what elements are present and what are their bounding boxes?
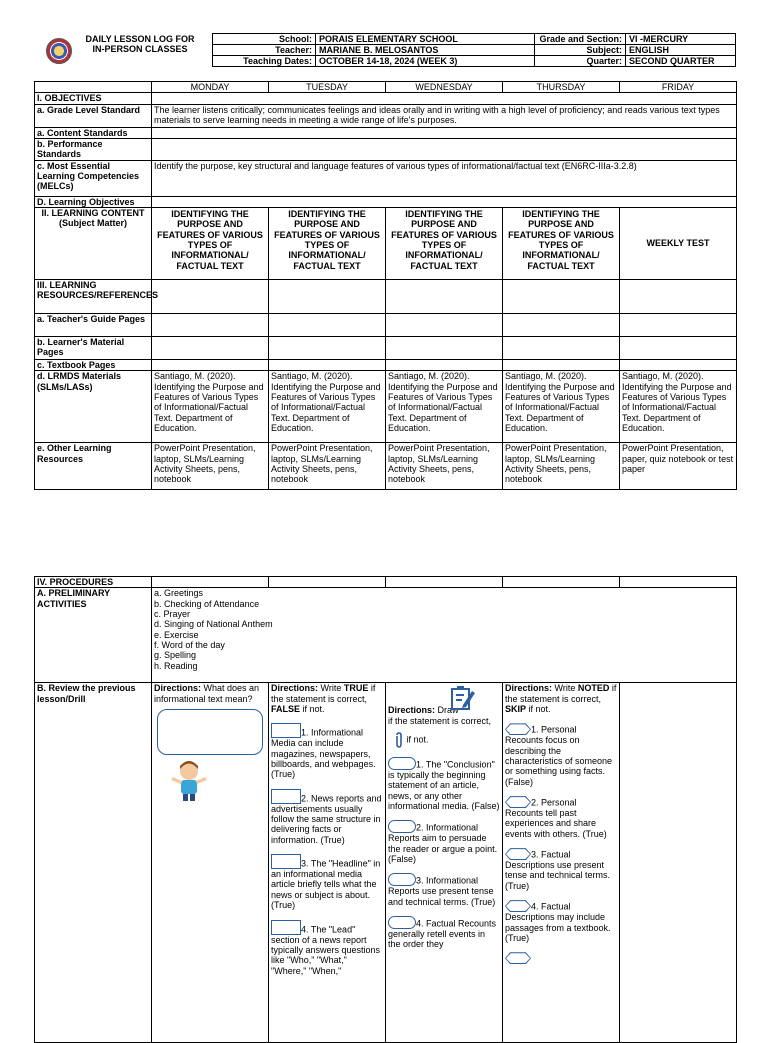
procedures-table <box>34 576 737 1043</box>
subject-value: ENGLISH <box>626 45 736 56</box>
teachers-guide-label: a. Teacher's Guide Pages <box>35 314 152 337</box>
other-resources-friday: PowerPoint Presentation, paper, quiz notebook or test paper <box>620 443 737 490</box>
answer-pill-shape <box>388 873 416 886</box>
header-title <box>70 34 210 54</box>
lesson-log-table <box>34 81 737 490</box>
day-header-tuesday: TUESDAY <box>269 82 386 93</box>
learning-content-label: II. LEARNING CONTENT (Subject Matter) <box>35 208 152 280</box>
grade-level-standard-text: The learner listens critically; communicates feelings and ideas orally and in writing with a high level of proficiency; and reads various text types materials to serve learning needs in meeting a wide range of life's purposes. <box>152 104 737 127</box>
lrmds-friday: Santiago, M. (2020). Identifying the Purpose and Features of Various Types of Informational/Factual Text. Department of Education. <box>620 371 737 443</box>
list-item: 1. Personal Recounts focus on describing the characteristics of someone or something using facts. (False) <box>505 725 613 787</box>
melcs-text: Identify the purpose, key structural and language features of various types of informational/factual text (EN6RC-IIIa-3.2.8) <box>152 160 737 196</box>
lrmds-thursday: Santiago, M. (2020). Identifying the Purpose and Features of Various Types of Informational/Factual Text. Department of Education. <box>503 371 620 443</box>
melcs-label: c. Most Essential Learning Competencies (MELCs) <box>35 160 152 196</box>
header-info-table <box>212 33 736 67</box>
topic-thursday: IDENTIFYING THE PURPOSE AND FEATURES OF VARIOUS TYPES OF INFORMATIONAL/ FACTUAL TEXT <box>503 208 620 280</box>
edit-note-icon <box>450 685 476 711</box>
preliminary-activities-list <box>152 588 737 683</box>
dates-label: Teaching Dates: <box>213 56 316 67</box>
prelim-item: e. Exercise <box>154 629 199 640</box>
thinking-boy-icon <box>166 758 212 804</box>
textbook-pages-label: c. Textbook Pages <box>35 360 152 371</box>
list-item: 1. The "Conclusion" is typically the beginning statement of an article, news, or any other informational media. (False) <box>388 757 500 811</box>
review-monday <box>152 683 269 1043</box>
directions-label: Directions: <box>154 683 202 694</box>
answer-hexagon-shape <box>505 723 531 735</box>
review-wednesday: Directions: Draw if the statement is correct, if not. 1. The "Conclusion" is typically the beginning statement of an article, news, or any other informational media. (False) 2. Informational Reports aim to persuade the reader or argue a point. (False) 3. Informational Reports use present tense and technical terms. (True) 4. Factual Recounts generally retell events in the order they <box>386 683 503 1043</box>
quarter-value: SECOND QUARTER <box>626 56 736 67</box>
header-title-line1: DAILY LESSON LOG FOR <box>85 34 195 44</box>
speech-bubble-shape <box>157 709 263 755</box>
prelim-item: b. Checking of Attendance <box>154 598 260 609</box>
review-tuesday: Directions: Write TRUE if the statement is correct, FALSE if not. 1. Informational Media can include magazines, newspapers, billboards, and webpages. (True) 2. News reports and advertisements usually follow the same structure in delivering facts or information. (True) 3. The "Headline" in an informational media article briefly tells what the news or subject is about. (True) 4. The "Lead" section of a news report typically answers questions like "Who," "What," "Where," "When," <box>269 683 386 1043</box>
answer-box-shape <box>271 854 301 869</box>
topic-friday: WEEKLY TEST <box>620 208 737 280</box>
dates-value: OCTOBER 14-18, 2024 (WEEK 3) <box>316 56 535 67</box>
list-item <box>505 952 617 964</box>
quarter-label: Quarter: <box>535 56 626 67</box>
prelim-item: a. Greetings <box>154 588 204 599</box>
teacher-value: MARIANE B. MELOSANTOS <box>316 45 535 56</box>
paperclip-icon <box>394 732 404 748</box>
answer-box-shape <box>271 723 301 738</box>
learners-material-label: b. Learner's Material Pages <box>35 337 152 360</box>
answer-hexagon-shape <box>505 796 531 808</box>
header-title-line2: IN-PERSON CLASSES <box>92 44 188 54</box>
day-header-wednesday: WEDNESDAY <box>386 82 503 93</box>
school-value: PORAIS ELEMENTARY SCHOOL <box>316 34 535 45</box>
grade-label: Grade and Section: <box>535 34 626 45</box>
performance-standards-label: b. Performance Standards <box>35 139 152 161</box>
school-label: School: <box>213 34 316 45</box>
answer-hexagon-shape <box>505 848 531 860</box>
topic-tuesday: IDENTIFYING THE PURPOSE AND FEATURES OF VARIOUS TYPES OF INFORMATIONAL/ FACTUAL TEXT <box>269 208 386 280</box>
review-thursday: Directions: Write NOTED if the statement is correct, SKIP if not. 1. Personal Recounts focus on describing the characteristics of someone or something using facts. (False) 2. Personal Recounts tell past experiences and share events with others. (True) 3. Factual Descriptions use present tense and technical terms. (True) 4. Factual Descriptions may include passages from a textbook. (True) <box>503 683 620 1043</box>
list-item: 1. Informational Media can include magazines, newspapers, billboards, and webpages. (True) <box>271 723 383 779</box>
directions-label: Directions: <box>388 705 436 716</box>
other-resources-tuesday: PowerPoint Presentation, laptop, SLMs/Learning Activity Sheets, pens, notebook <box>269 443 386 490</box>
answer-hexagon-shape <box>505 952 531 964</box>
grade-level-standard-label: a. Grade Level Standard <box>35 104 152 127</box>
day-header-thursday: THURSDAY <box>503 82 620 93</box>
lrmds-tuesday: Santiago, M. (2020). Identifying the Purpose and Features of Various Types of Informational/Factual Text. Department of Education. <box>269 371 386 443</box>
subject-label: Subject: <box>535 45 626 56</box>
review-friday <box>620 683 737 1043</box>
school-seal-logo <box>46 38 72 64</box>
answer-pill-shape <box>388 916 416 929</box>
answer-pill-shape <box>388 757 416 770</box>
topic-wednesday: IDENTIFYING THE PURPOSE AND FEATURES OF VARIOUS TYPES OF INFORMATIONAL/ FACTUAL TEXT <box>386 208 503 280</box>
list-item: 3. Factual Descriptions use present tense and technical terms. (True) <box>505 849 611 891</box>
objectives-heading: I. OBJECTIVES <box>35 93 152 104</box>
day-header-friday: FRIDAY <box>620 82 737 93</box>
grade-value: VI -MERCURY <box>626 34 736 45</box>
prelim-item: h. Reading <box>154 660 198 671</box>
prelim-item: d. Singing of National Anthem <box>154 619 273 630</box>
list-item: 3. The "Headline" in an informational media article briefly tells what the news or subject is about. (True) <box>271 854 383 910</box>
monday-directions: What does an informational text mean? <box>154 683 260 704</box>
lrmds-label: d. LRMDS Materials (SLMs/LASs) <box>35 371 152 443</box>
prelim-item: c. Prayer <box>154 609 191 620</box>
list-item: 4. Factual Recounts generally retell events in the order they <box>388 916 500 950</box>
day-header-monday: MONDAY <box>152 82 269 93</box>
list-item: 3. Informational Reports use present tense and technical terms. (True) <box>388 873 500 907</box>
prelim-item: g. Spelling <box>154 650 197 661</box>
answer-box-shape <box>271 789 301 804</box>
topic-monday: IDENTIFYING THE PURPOSE AND FEATURES OF VARIOUS TYPES OF INFORMATIONAL/ FACTUAL TEXT <box>152 208 269 280</box>
procedures-heading: IV. PROCEDURES <box>35 577 152 588</box>
preliminary-activities-label: A. PRELIMINARY ACTIVITIES <box>35 588 152 683</box>
learning-objectives-label: D. Learning Objectives <box>35 196 152 207</box>
answer-box-shape <box>271 920 301 935</box>
lrmds-monday: Santiago, M. (2020). Identifying the Purpose and Features of Various Types of Informational/Factual Text. Department of Education. <box>152 371 269 443</box>
other-resources-wednesday: PowerPoint Presentation, laptop, SLMs/Learning Activity Sheets, pens, notebook <box>386 443 503 490</box>
other-resources-thursday: PowerPoint Presentation, laptop, SLMs/Learning Activity Sheets, pens, notebook <box>503 443 620 490</box>
corner-cell <box>35 82 152 93</box>
list-item: 4. Factual Descriptions may include passages from a textbook. (True) <box>505 901 611 943</box>
content-standards-label: a. Content Standards <box>35 127 152 138</box>
list-item: 2. News reports and advertisements usually follow the same structure in delivering facts or information. (True) <box>271 789 383 845</box>
answer-hexagon-shape <box>505 900 531 912</box>
directions-label: Directions: <box>505 683 553 694</box>
learning-resources-label: III. LEARNING RESOURCES/REFERENCES <box>35 280 152 314</box>
prelim-item: f. Word of the day <box>154 640 225 651</box>
list-item: 4. The "Lead" section of a news report typically answers questions like "Who," "What," "Where," "When," <box>271 920 383 976</box>
other-resources-monday: PowerPoint Presentation, laptop, SLMs/Learning Activity Sheets, pens, notebook <box>152 443 269 490</box>
review-drill-label: B. Review the previous lesson/Drill <box>35 683 152 1043</box>
answer-pill-shape <box>388 820 416 833</box>
list-item: 2. Informational Reports aim to persuade the reader or argue a point. (False) <box>388 820 500 864</box>
lrmds-wednesday: Santiago, M. (2020). Identifying the Purpose and Features of Various Types of Informational/Factual Text. Department of Education. <box>386 371 503 443</box>
list-item: 2. Personal Recounts tell past experiences and share events with others. (True) <box>505 797 607 839</box>
directions-label: Directions: <box>271 683 319 694</box>
other-resources-label: e. Other Learning Resources <box>35 443 152 490</box>
teacher-label: Teacher: <box>213 45 316 56</box>
